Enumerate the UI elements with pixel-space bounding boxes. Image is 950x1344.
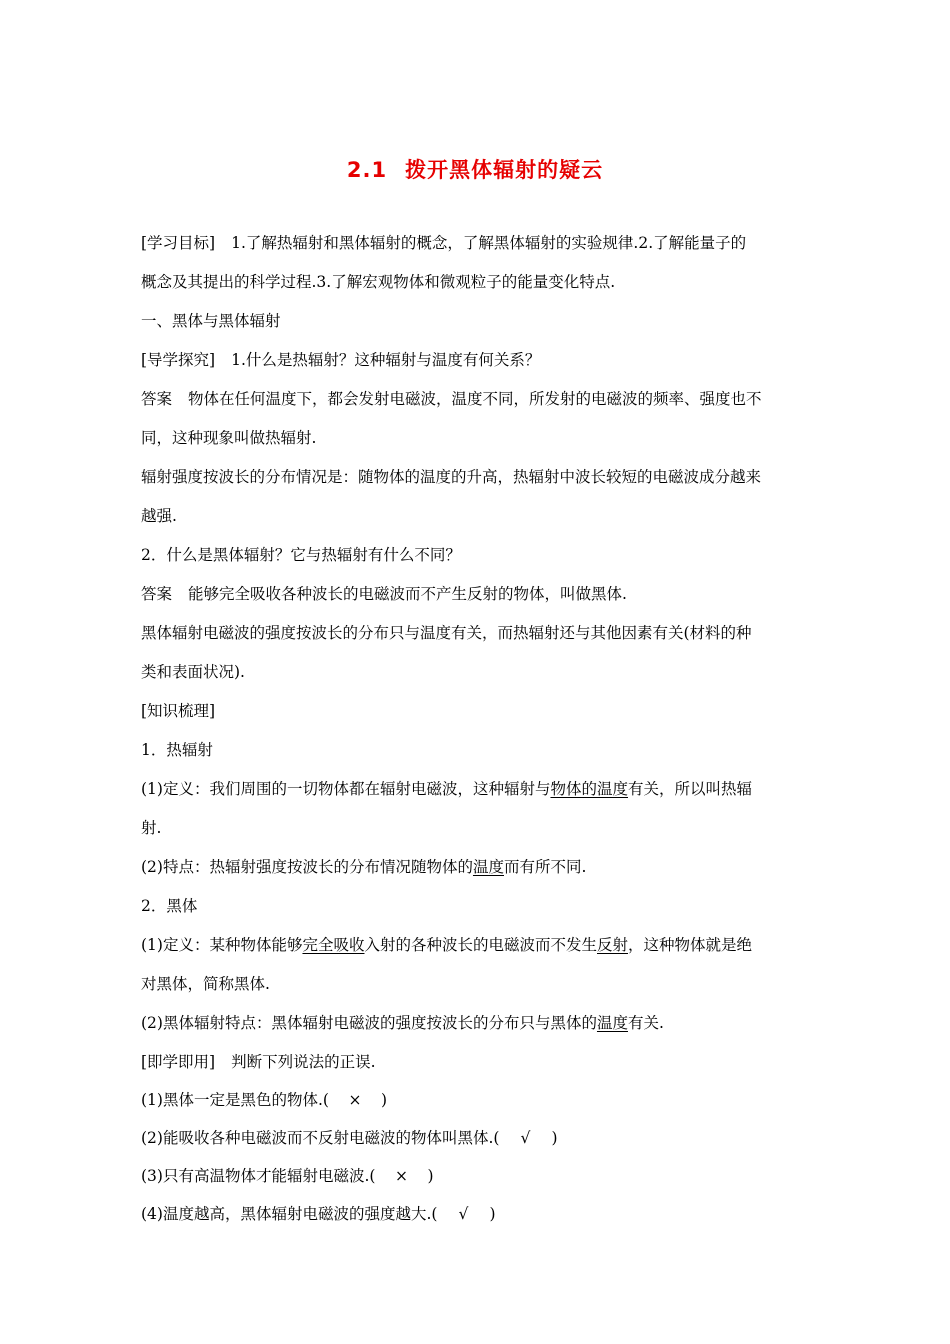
thermal-radiation-definition — [141, 774, 813, 813]
blank-answer: 温度 — [596, 1014, 628, 1032]
inquiry-question-1 — [141, 345, 813, 384]
page-title — [0, 154, 950, 184]
answer-mark: √ — [458, 1205, 469, 1223]
answer-1-line-4: 越强. — [141, 507, 177, 525]
answer-1-line-1 — [141, 384, 813, 423]
practice-item-text: (3)只有高温物体才能辐射电磁波. — [141, 1167, 370, 1185]
answer-2-line-2: 黑体辐射电磁波的强度按波长的分布只与温度有关，而热辐射还与其他因素有关(材料的种 — [141, 624, 752, 642]
practice-item: (1)黑体一定是黑色的物体.( × ) — [141, 1085, 813, 1123]
inquiry-tag: [导学探究] — [141, 351, 216, 369]
objectives-line-1 — [141, 228, 813, 267]
answer-mark: × — [348, 1091, 362, 1109]
answer-1-line-2: 同，这种现象叫做热辐射. — [141, 429, 317, 447]
blank-answer: 完全吸收 — [302, 936, 365, 954]
objectives-text-1: 1.了解热辐射和黑体辐射的概念，了解黑体辐射的实验规律.2.了解能量子的 — [231, 234, 747, 252]
feat1-text: (2)特点：热辐射强度按波长的分布情况随物体的 — [141, 858, 473, 876]
answer-mark: √ — [520, 1129, 531, 1147]
section-heading: 一、黑体与黑体辐射 — [141, 312, 281, 330]
feat1-text-end: 而有所不同. — [503, 858, 587, 876]
answer-1-text: 物体在任何温度下，都会发射电磁波，温度不同，所发射的电磁波的频率、强度也不 — [188, 390, 762, 408]
practice-tag: [即学即用] — [141, 1053, 216, 1071]
thermal-radiation-feature — [141, 852, 813, 891]
inquiry-question-2: 2．什么是黑体辐射？它与热辐射有什么不同？ — [141, 546, 461, 564]
practice-item-text: (4)温度越高，黑体辐射电磁波的强度越大. — [141, 1205, 432, 1223]
objectives-line-2: 概念及其提出的科学过程.3.了解宏观物体和微观粒子的能量变化特点. — [141, 273, 616, 291]
answer-2-line-3: 类和表面状况). — [141, 663, 245, 681]
blank-answer: 温度 — [472, 858, 504, 876]
answer-label: 答案 — [141, 585, 173, 603]
objectives-tag: [学习目标] — [141, 234, 216, 252]
blank-answer: 物体的温度 — [550, 780, 628, 798]
feat2-text-end: 有关. — [627, 1014, 664, 1032]
title-text: 拨开黑体辐射的疑云 — [405, 158, 604, 182]
practice-item-text: (1)黑体一定是黑色的物体. — [141, 1091, 323, 1109]
knowledge-heading-1: 1．热辐射 — [141, 741, 213, 759]
def2-text-mid: 入射的各种波长的电磁波而不发生 — [364, 936, 597, 954]
answer-2-line-1 — [141, 579, 813, 618]
blank-answer: 反射 — [597, 936, 629, 954]
knowledge-heading-2: 2．黑体 — [141, 897, 198, 915]
def1-text: (1)定义：我们周围的一切物体都在辐射电磁波，这种辐射与 — [141, 780, 551, 798]
answer-label: 答案 — [141, 390, 173, 408]
answer-2-text: 能够完全吸收各种波长的电磁波而不产生反射的物体，叫做黑体. — [188, 585, 627, 603]
def2-text: (1)定义：某种物体能够 — [141, 936, 303, 954]
blackbody-definition-cont: 对黑体，简称黑体. — [141, 975, 270, 993]
answer-1-line-3: 辐射强度按波长的分布情况是：随物体的温度的升高，热辐射中波长较短的电磁波成分越来 — [141, 468, 762, 486]
def2-text-end: ，这种物体就是绝 — [628, 936, 753, 954]
blackbody-definition — [141, 930, 813, 969]
section-number: 2.1 — [346, 158, 388, 182]
practice-item-text: (2)能吸收各种电磁波而不反射电磁波的物体叫黑体. — [141, 1129, 494, 1147]
practice-instruction: 判断下列说法的正误. — [231, 1053, 376, 1071]
question-1-text: 1.什么是热辐射？这种辐射与温度有何关系？ — [231, 351, 541, 369]
feat2-text: (2)黑体辐射特点：黑体辐射电磁波的强度按波长的分布只与黑体的 — [141, 1014, 597, 1032]
def1-text-end: 有关，所以叫热辐 — [627, 780, 752, 798]
practice-heading — [141, 1047, 813, 1085]
practice-item: (4)温度越高，黑体辐射电磁波的强度越大.( √ ) — [141, 1199, 813, 1237]
practice-item: (3)只有高温物体才能辐射电磁波.( × ) — [141, 1161, 813, 1199]
knowledge-tag: [知识梳理] — [141, 702, 216, 720]
document-body — [141, 228, 813, 1237]
practice-item: (2)能吸收各种电磁波而不反射电磁波的物体叫黑体.( √ ) — [141, 1123, 813, 1161]
blackbody-feature — [141, 1008, 813, 1047]
thermal-radiation-definition-cont: 射. — [141, 819, 162, 837]
answer-mark: × — [394, 1167, 408, 1185]
